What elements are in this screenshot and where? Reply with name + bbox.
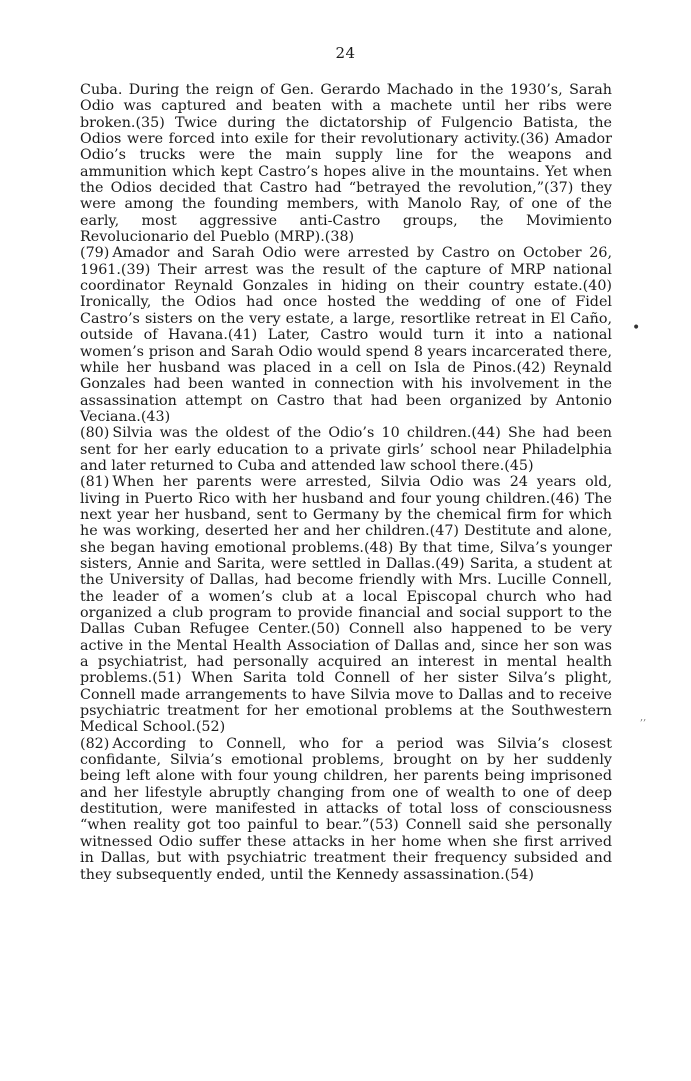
paragraph-number: (82) — [80, 735, 110, 752]
paragraph-number: (79) — [80, 245, 110, 262]
paragraph-text: Silvia was the oldest of the Odio’s 10 children.(44) She had been sent for her early education to a private girls’ school near Philadelphia and later returned to Cuba and attended law school there.(45) — [80, 425, 612, 474]
body-text — [80, 82, 612, 883]
paragraph-text: According to Connell, who for a period was Silvia’s closest confidante, Silvia’s emotional problems, brought on by her suddenly being left alone with four young children, her parents being imprisoned and her lifestyle abruptly changing from one of wealth to one of deep destitution, were manifested in attacks of total loss of consciousness “when reality got too painful to bear.”(53) Connell said she personally witnessed Odio suffer these attacks in her home when she first arrived in Dallas, but with psychiatric treatment their frequency subsided and they subsequently ended, until the Kennedy assassination.(54) — [80, 735, 612, 883]
paragraph-text: When her parents were arrested, Silvia Odio was 24 years old, living in Puerto Rico with her husband and four young children.(46) The next year her husband, sent to Germany by the chemical firm for which he was working, deserted her and her children.(47) Destitute and alone, she began having emotional problems.(48) By that time, Silva’s younger sisters, Annie and Sarita, were settled in Dallas.(49) Sarita, a student at the University of Dallas, had become friendly with Mrs. Lucille Connell, the leader of a women’s club at a local Episcopal church who had organized a club program to provide financial and social support to the Dallas Cuban Refugee Center.(50) Connell also happened to be very active in the Mental Health Association of Dallas and, since her son was a psychiatrist, had personally acquired an interest in mental health problems.(51) When Sarita told Connell of her sister Silva’s plight, Connell made arrangements to have Silvia move to Dallas and to receive psychiatric treatment for her emotional problems at the Southwestern Medical School.(52) — [80, 474, 612, 736]
page-number: 24 — [335, 44, 356, 62]
paragraph-82 — [80, 736, 612, 883]
paragraph-number: (80) — [80, 425, 110, 442]
paragraph-number: (81) — [80, 474, 110, 491]
paragraph-text: Amador and Sarah Odio were arrested by Castro on October 26, 1961.(39) Their arrest was the result of the capture of MRP national coordinator Reynald Gonzales in hiding on their country estate.(40) Ironically, the Odios had once hosted the wedding of one of Fidel Castro’s sisters on the very estate, a large, resortlike retreat in El Caño, outside of Havana.(41) Later, Castro would turn it into a national women’s prison and Sarah Odio would spend 8 years incarcerated there, while her husband was placed in a cell on Isla de Pinos.(42) Reynald Gonzales had been wanted in connection with his involvement in the assassination attempt on Castro that had been organized by Antonio Veciana.(43) — [80, 245, 612, 425]
margin-tick-mark: ,, — [640, 712, 647, 723]
paragraph-80 — [80, 425, 612, 474]
paragraph-81 — [80, 474, 612, 736]
margin-dot-mark: • — [632, 320, 641, 336]
paragraph-text: Cuba. During the reign of Gen. Gerardo Machado in the 1930’s, Sarah Odio was captured and beaten with a machete until her ribs were broken.(35) Twice during the dictatorship of Fulgencio Batista, the Odios were forced into exile for their revolutionary activity.(36) Amador Odio’s trucks were the main supply line for the weapons and ammunition which kept Castro’s hopes alive in the mountains. Yet when the Odios decided that Castro had “betrayed the revolution,”(37) they were among the founding members, with Manolo Ray, of one of the early, most aggressive anti-Castro groups, the Movimiento Revolucionario del Pueblo (MRP).(38) — [80, 82, 612, 246]
paragraph-79 — [80, 245, 612, 425]
paragraph-78-continued — [80, 82, 612, 245]
